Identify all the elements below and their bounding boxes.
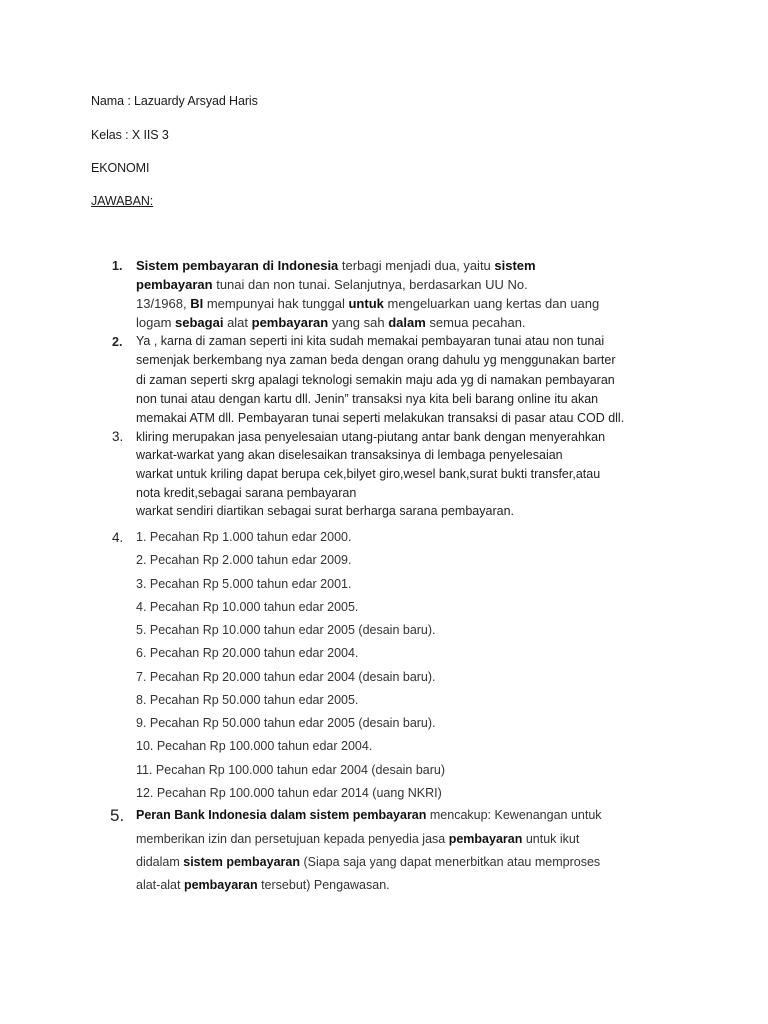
answer-3-line: nota kredit,sebagai sarana pembayaran — [136, 486, 357, 500]
answer-1-number: 1. — [112, 259, 123, 273]
answer-5-line-2: memberikan izin dan persetujuan kepada penyedia jasa pembayaran untuk ikut — [136, 832, 580, 846]
currency-list-item: 10. Pecahan Rp 100.000 tahun edar 2004. — [136, 739, 373, 753]
answer-3-number: 3. — [112, 429, 124, 444]
answer-2-number: 2. — [112, 335, 123, 349]
answer-1-line-3: 13/1968, BI mempunyai hak tunggal untuk mengeluarkan uang kertas dan uang — [136, 296, 600, 311]
currency-list-item: 12. Pecahan Rp 100.000 tahun edar 2014 (uang NKRI) — [136, 786, 442, 800]
answers-heading: JAWABAN: — [91, 194, 154, 208]
answer-5-line-4: alat-alat pembayaran tersebut) Pengawasan. — [136, 878, 390, 892]
student-name: Nama : Lazuardy Arsyad Haris — [91, 94, 258, 108]
currency-list-item: 9. Pecahan Rp 50.000 tahun edar 2005 (desain baru). — [136, 716, 436, 730]
answer-1-line-4: logam sebagai alat pembayaran yang sah dalam semua pecahan. — [136, 315, 526, 330]
answer-2-line: semenjak berkembang nya zaman beda dengan orang dahulu yg menggunakan barter — [136, 353, 616, 367]
answer-1-line-1: Sistem pembayaran di Indonesia terbagi menjadi dua, yaitu sistem — [136, 258, 536, 273]
currency-list-item: 7. Pecahan Rp 20.000 tahun edar 2004 (desain baru). — [136, 670, 436, 684]
answer-2-line: Ya , karna di zaman seperti ini kita sudah memakai pembayaran tunai atau non tunai — [136, 334, 605, 348]
currency-list-item: 5. Pecahan Rp 10.000 tahun edar 2005 (desain baru). — [136, 623, 436, 637]
answer-5-number: 5. — [110, 806, 125, 825]
answer-3-line: kliring merupakan jasa penyelesaian utang-piutang antar bank dengan menyerahkan — [136, 430, 606, 444]
answer-2-line: memakai ATM dll. Pembayaran tunai seperti melakukan transaksi di pasar atau COD dll. — [136, 411, 625, 425]
student-class: Kelas : X IIS 3 — [91, 128, 169, 142]
answer-3-line: warkat sendiri diartikan sebagai surat berharga sarana pembayaran. — [136, 504, 514, 518]
answer-2-line: non tunai atau dengan kartu dll. Jenin” transaksi nya kita beli barang online itu akan — [136, 392, 599, 406]
answer-5-line-3: didalam sistem pembayaran (Siapa saja yang dapat menerbitkan atau memproses — [136, 855, 601, 869]
currency-list-item: 1. Pecahan Rp 1.000 tahun edar 2000. — [136, 530, 352, 544]
currency-list-item: 4. Pecahan Rp 10.000 tahun edar 2005. — [136, 600, 359, 614]
answer-2-line: di zaman seperti skrg apalagi teknologi semakin maju ada yg di namakan pembayaran — [136, 373, 615, 387]
subject-title: EKONOMI — [91, 161, 150, 175]
answer-3-line: warkat untuk kriling dapat berupa cek,bilyet giro,wesel bank,surat bukti transfer,atau — [136, 467, 601, 481]
answer-1-line-2: pembayaran tunai dan non tunai. Selanjutnya, berdasarkan UU No. — [136, 277, 528, 292]
currency-list-item: 8. Pecahan Rp 50.000 tahun edar 2005. — [136, 693, 359, 707]
currency-list-item: 2. Pecahan Rp 2.000 tahun edar 2009. — [136, 553, 352, 567]
currency-list-item: 6. Pecahan Rp 20.000 tahun edar 2004. — [136, 646, 359, 660]
answer-5-line-1: Peran Bank Indonesia dalam sistem pembayaran mencakup: Kewenangan untuk — [136, 808, 602, 822]
answer-3-line: warkat-warkat yang akan diselesaikan transaksinya di lembaga penyelesaian — [136, 448, 563, 462]
currency-list-item: 3. Pecahan Rp 5.000 tahun edar 2001. — [136, 577, 352, 591]
answer-4-number: 4. — [112, 530, 124, 545]
currency-list-item: 11. Pecahan Rp 100.000 tahun edar 2004 (desain baru) — [136, 763, 446, 777]
